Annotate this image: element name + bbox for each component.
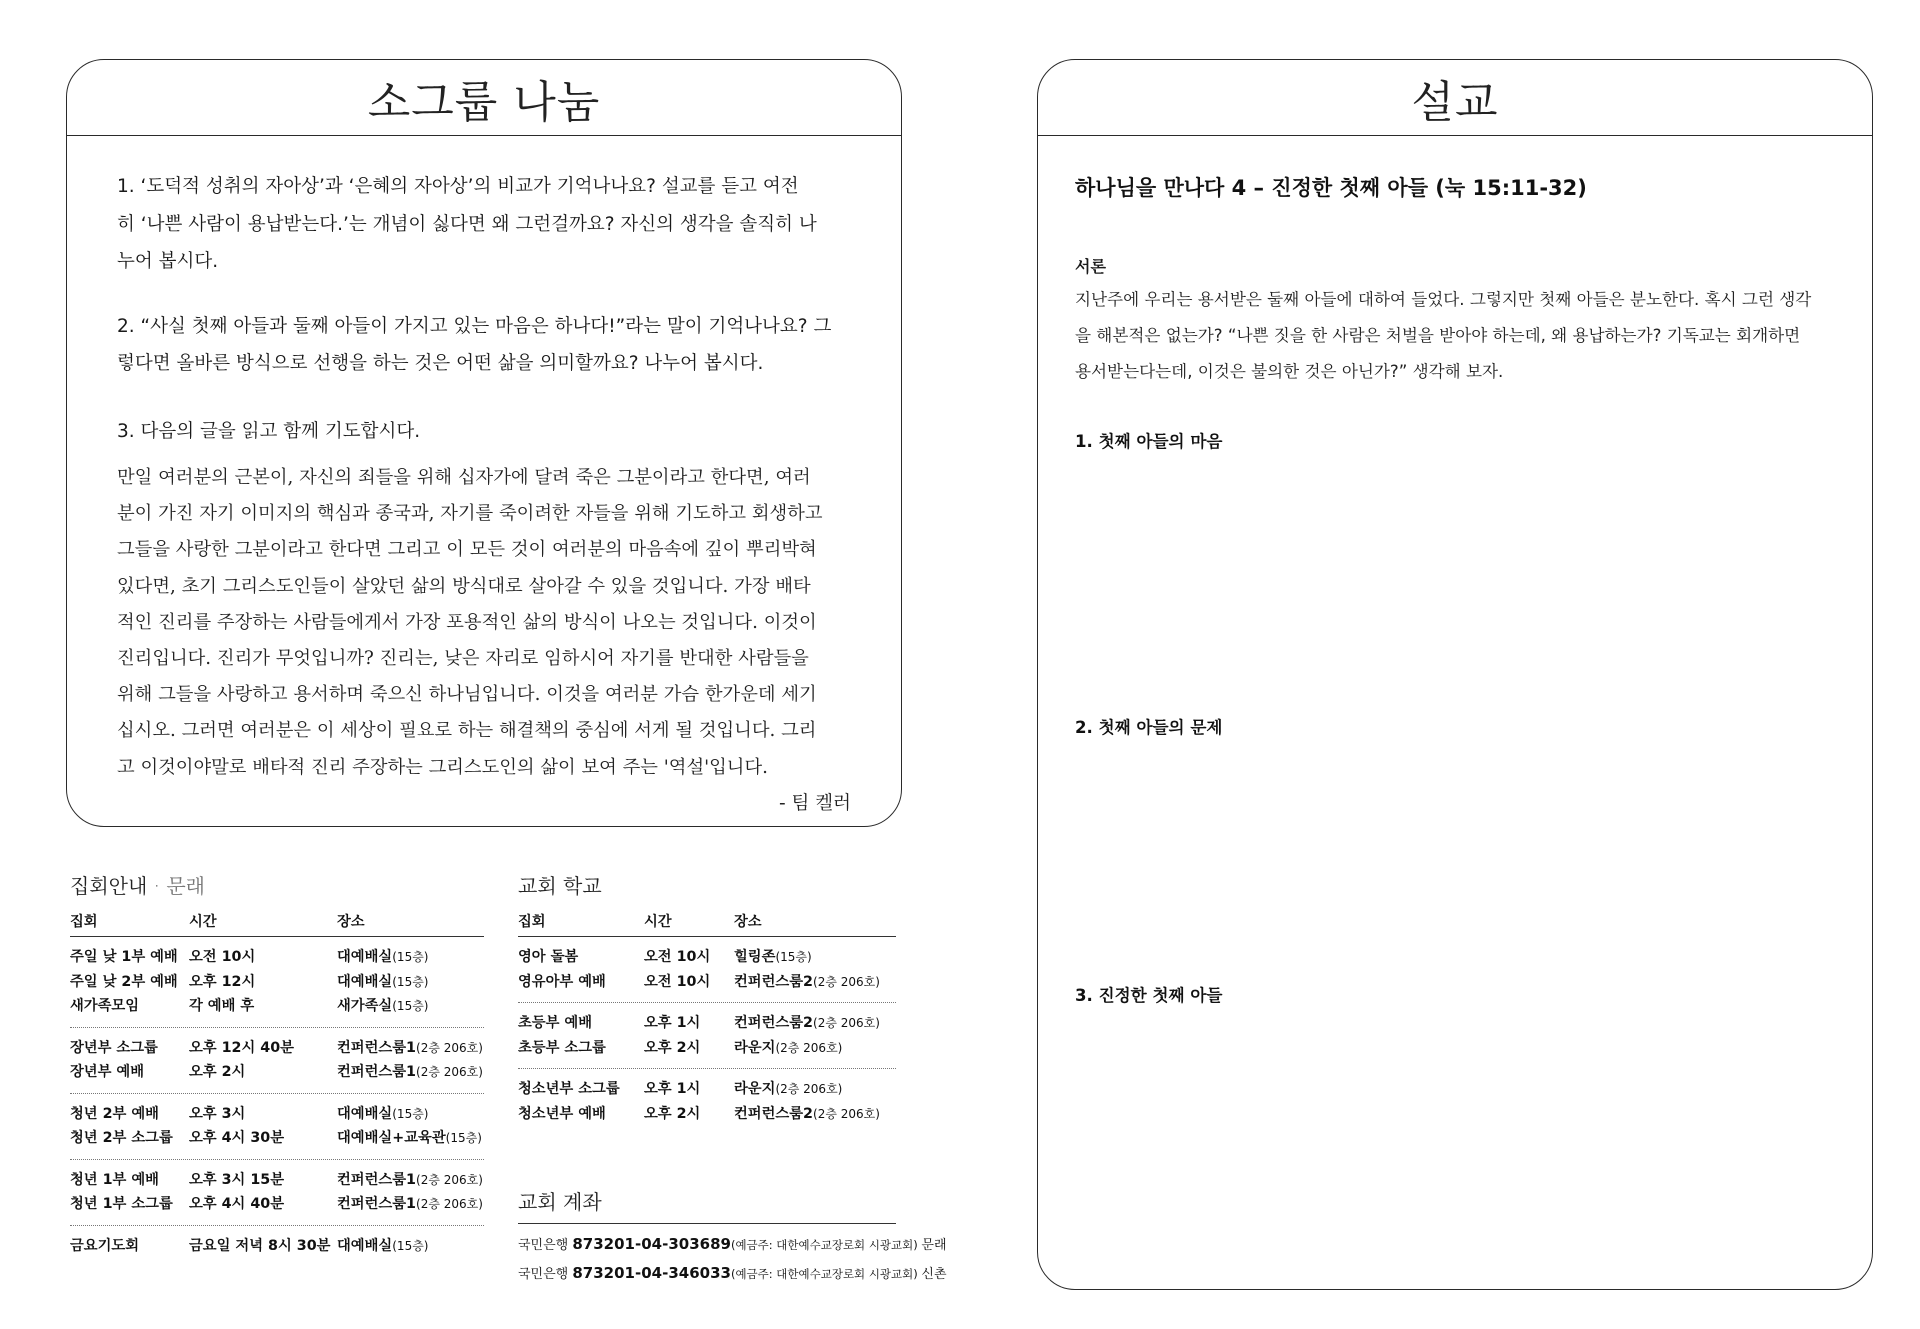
meeting-place (337, 1037, 484, 1057)
table-row (518, 1035, 896, 1060)
meeting-name: 새가족모임 (70, 998, 140, 1015)
school-table (518, 905, 896, 1134)
question-3: 3. 다음의 글을 읽고 함께 기도합시다. (117, 420, 421, 442)
place-floor: (15층) (392, 999, 429, 1014)
school-heading: 교회 학교 (518, 874, 602, 898)
table-row (70, 1035, 484, 1060)
place-name: 대예배실 (337, 1237, 393, 1254)
question-1-line: 1. ‘도덕적 성취의 자아상’과 ‘은혜의 자아상’의 비교가 기억나나요? 설교를 듣고 여전 (117, 176, 799, 197)
account-branch: 신촌 (921, 1267, 947, 1282)
place-name: 컨퍼런스룸1 (337, 1196, 417, 1213)
table-row (70, 1167, 484, 1192)
accounts-divider (518, 1223, 896, 1224)
table-row (70, 1101, 484, 1126)
question-2 (117, 308, 851, 383)
meeting-time: 오전 10시 (644, 973, 711, 990)
point-1: 1. 첫째 아들의 마음 (1075, 432, 1223, 451)
table-row (518, 1010, 896, 1035)
meeting-place (734, 971, 896, 991)
table-row (518, 1076, 896, 1101)
place-name: 대예배실 (337, 1105, 393, 1122)
meeting-time: 오전 10시 (189, 949, 256, 966)
header-time: 시간 (189, 913, 217, 930)
header-meeting: 집회 (518, 913, 546, 930)
meeting-name: 주일 낮 1부 예배 (70, 949, 178, 966)
table-row (70, 1059, 484, 1084)
table-group (518, 1003, 896, 1069)
table-group (518, 1069, 896, 1134)
table-header (518, 905, 896, 937)
meeting-place (734, 1103, 896, 1123)
table-group (518, 937, 896, 1003)
header-place: 장소 (734, 913, 762, 930)
meeting-time: 오후 4시 40분 (189, 1196, 285, 1213)
table-row (70, 993, 484, 1018)
table-group (70, 1094, 484, 1160)
quote-line: 위해 그들을 사랑하고 용서하며 죽으신 하나님입니다. 이것을 여러분 가슴 한가운데 세기 (117, 684, 817, 706)
table-group (70, 1160, 484, 1226)
meetings-table (70, 905, 484, 1266)
meeting-name: 영유아부 예배 (518, 973, 606, 990)
meeting-time: 오후 3시 (189, 1105, 246, 1122)
meeting-time: 오후 12시 40분 (189, 1039, 294, 1056)
accounts-heading: 교회 계좌 (518, 1190, 602, 1214)
table-row (518, 1101, 896, 1126)
place-floor: (2층 206호) (813, 974, 880, 989)
meeting-time: 금요일 저녁 8시 30분 (189, 1237, 331, 1254)
place-floor: (15층) (392, 1238, 429, 1253)
table-row (70, 1233, 484, 1258)
meeting-place (734, 1078, 896, 1098)
account-line (518, 1263, 947, 1282)
table-group (70, 937, 484, 1028)
quote-line: 분이 가진 자기 이미지의 핵심과 종국과, 자기를 죽이려한 자들을 위해 기도하고 회생하고 (117, 503, 823, 525)
table-row (518, 944, 896, 969)
place-name: 대예배실+교육관 (337, 1130, 446, 1147)
question-1-line: 히 ‘나쁜 사람이 용납받는다.’는 개념이 싫다면 왜 그런걸까요? 자신의 생각을 솔직히 나 (117, 213, 817, 235)
place-floor: (15층) (392, 974, 429, 989)
quote-line: 적인 진리를 주장하는 사람들에게서 가장 포용적인 삶의 방식이 나오는 것입니다. 이것이 (117, 611, 817, 633)
meeting-name: 초등부 예배 (518, 1015, 593, 1032)
account-line (518, 1234, 947, 1253)
meeting-place (337, 1169, 484, 1189)
place-floor: (2층 206호) (416, 1172, 483, 1187)
meeting-name: 금요기도회 (70, 1237, 140, 1254)
meeting-time: 오후 4시 30분 (189, 1130, 285, 1147)
place-name: 컨퍼런스룸2 (734, 973, 814, 990)
quote-line: 십시오. 그러면 여러분은 이 세상이 필요로 하는 해결책의 중심에 서게 될 것입니다. 그리 (117, 720, 817, 742)
intro-line: 지난주에 우리는 용서받은 둘째 아들에 대하여 들었다. 그렇지만 첫째 아들은 분노한다. 혹시 그런 생각 (1075, 290, 1812, 309)
sermon-heading: 하나님을 만나다 4 – 진정한 첫째 아들 (눅 15:11-32) (1075, 176, 1587, 200)
account-number: 873201-04-303689 (572, 1235, 731, 1253)
intro-heading: 서론 (1075, 257, 1106, 276)
question-2-line: 렇다면 올바른 방식으로 선행을 하는 것은 어떤 삶을 의미할까요? 나누어 봅시다. (117, 353, 764, 374)
table-row (70, 944, 484, 969)
meeting-place (734, 1012, 896, 1032)
meeting-place (337, 1235, 484, 1255)
table-header (70, 905, 484, 937)
place-name: 컨퍼런스룸1 (337, 1039, 417, 1056)
meeting-name: 청년 1부 소그룹 (70, 1196, 173, 1213)
meeting-time: 오후 12시 (189, 973, 256, 990)
meeting-place (337, 1127, 484, 1147)
meetings-title: 집회안내 (70, 874, 148, 898)
account-number: 873201-04-346033 (572, 1264, 731, 1282)
account-branch: 문래 (921, 1238, 947, 1253)
meeting-time: 오후 2시 (644, 1039, 701, 1056)
place-name: 라운지 (734, 1081, 776, 1098)
prayer-quote (117, 460, 851, 786)
meeting-time: 오후 1시 (644, 1015, 701, 1032)
account-bank: 국민은행 (518, 1267, 573, 1282)
place-name: 새가족실 (337, 998, 393, 1015)
intro-line: 용서받는다는데, 이것은 불의한 것은 아닌가?” 생각해 보자. (1075, 362, 1504, 381)
table-group (70, 1226, 484, 1267)
meeting-time: 오전 10시 (644, 949, 711, 966)
sermon-box (1037, 59, 1873, 1290)
meeting-name: 장년부 예배 (70, 1064, 145, 1081)
meeting-name: 청소년부 예배 (518, 1105, 606, 1122)
meetings-location: 문래 (166, 874, 205, 898)
place-name: 컨퍼런스룸1 (337, 1171, 417, 1188)
meeting-name: 청년 2부 소그룹 (70, 1130, 173, 1147)
table-row (70, 1125, 484, 1150)
meeting-name: 청년 2부 예배 (70, 1105, 159, 1122)
meeting-place (337, 1103, 484, 1123)
place-name: 대예배실 (337, 973, 393, 990)
table-row (70, 1191, 484, 1216)
sermon-title: 설교 (1038, 60, 1872, 136)
place-floor: (2층 206호) (775, 1040, 843, 1055)
quote-line: 만일 여러분의 근본이, 자신의 죄들을 위해 십자가에 달려 죽은 그분이라고 한다면, 여러 (117, 467, 811, 488)
meeting-time: 오후 3시 15분 (189, 1171, 285, 1188)
place-floor: (15층) (445, 1131, 482, 1146)
meeting-place (337, 946, 484, 966)
meeting-time: 각 예배 후 (189, 998, 255, 1015)
meeting-name: 영아 돌봄 (518, 949, 579, 966)
meeting-place (337, 971, 484, 991)
quote-line: 있다면, 초기 그리스도인들이 살았던 삶의 방식대로 살아갈 수 있을 것입니다. 가장 배타 (117, 575, 811, 597)
meeting-name: 장년부 소그룹 (70, 1039, 158, 1056)
place-name: 컨퍼런스룸2 (734, 1015, 814, 1032)
meetings-sep: · (147, 874, 167, 898)
quote-author: - 팀 켈러 (778, 792, 851, 814)
meeting-place (337, 995, 484, 1015)
meeting-name: 주일 낮 2부 예배 (70, 973, 178, 990)
quote-line: 그들을 사랑한 그분이라고 한다면 그리고 이 모든 것이 여러분의 마음속에 깊이 뿌리박혀 (117, 539, 817, 561)
account-holder: (예금주: 대한예수교장로회 시광교회) (730, 1238, 922, 1252)
meeting-name: 초등부 소그룹 (518, 1039, 606, 1056)
place-floor: (2층 206호) (416, 1040, 483, 1055)
table-row (70, 969, 484, 994)
meeting-place (734, 1037, 896, 1057)
quote-line: 진리입니다. 진리가 무엇입니까? 진리는, 낮은 자리로 임하시어 자기를 반대한 사람들을 (117, 648, 809, 670)
place-name: 대예배실 (337, 949, 393, 966)
place-floor: (2층 206호) (775, 1082, 843, 1097)
meeting-place (337, 1193, 484, 1213)
header-place: 장소 (337, 913, 365, 930)
small-group-title: 소그룹 나눔 (67, 60, 901, 136)
header-time: 시간 (644, 913, 672, 930)
place-floor: (15층) (775, 950, 812, 965)
place-name: 컨퍼런스룸2 (734, 1105, 814, 1122)
meetings-heading (70, 870, 205, 899)
account-holder: (예금주: 대한예수교장로회 시광교회) (730, 1267, 922, 1281)
table-row (518, 969, 896, 994)
header-meeting: 집회 (70, 913, 98, 930)
table-group (70, 1028, 484, 1094)
place-floor: (2층 206호) (813, 1016, 880, 1031)
meeting-name: 청년 1부 예배 (70, 1171, 159, 1188)
quote-line: 고 이것이야말로 배타적 진리 주장하는 그리스도인의 삶이 보여 주는 '역설'입니다. (117, 756, 768, 778)
meeting-time: 오후 1시 (644, 1081, 701, 1098)
question-1-line: 누어 봅시다. (117, 251, 219, 272)
account-bank: 국민은행 (518, 1238, 573, 1253)
meeting-time: 오후 2시 (189, 1064, 246, 1081)
meeting-place (337, 1061, 484, 1081)
point-3: 3. 진정한 첫째 아들 (1075, 986, 1223, 1005)
place-name: 힐링존 (734, 949, 776, 966)
place-floor: (15층) (392, 1106, 429, 1121)
intro-text (1075, 282, 1835, 390)
small-group-box (66, 59, 902, 827)
question-2-line: 2. “사실 첫째 아들과 둘째 아들이 가지고 있는 마음은 하나다!”라는 말이 기억나나요? 그 (117, 315, 832, 337)
meeting-name: 청소년부 소그룹 (518, 1081, 620, 1098)
meeting-place (734, 946, 896, 966)
place-name: 라운지 (734, 1039, 776, 1056)
place-floor: (15층) (392, 950, 429, 965)
meeting-time: 오후 2시 (644, 1105, 701, 1122)
place-name: 컨퍼런스룸1 (337, 1064, 417, 1081)
intro-line: 을 해본적은 없는가? “나쁜 짓을 한 사람은 처벌을 받아야 하는데, 왜 용납하는가? 기독교는 회개하면 (1075, 326, 1801, 345)
place-floor: (2층 206호) (416, 1197, 483, 1212)
place-floor: (2층 206호) (416, 1065, 483, 1080)
place-floor: (2층 206호) (813, 1106, 880, 1121)
point-2: 2. 첫째 아들의 문제 (1075, 718, 1223, 737)
question-1 (117, 168, 851, 281)
